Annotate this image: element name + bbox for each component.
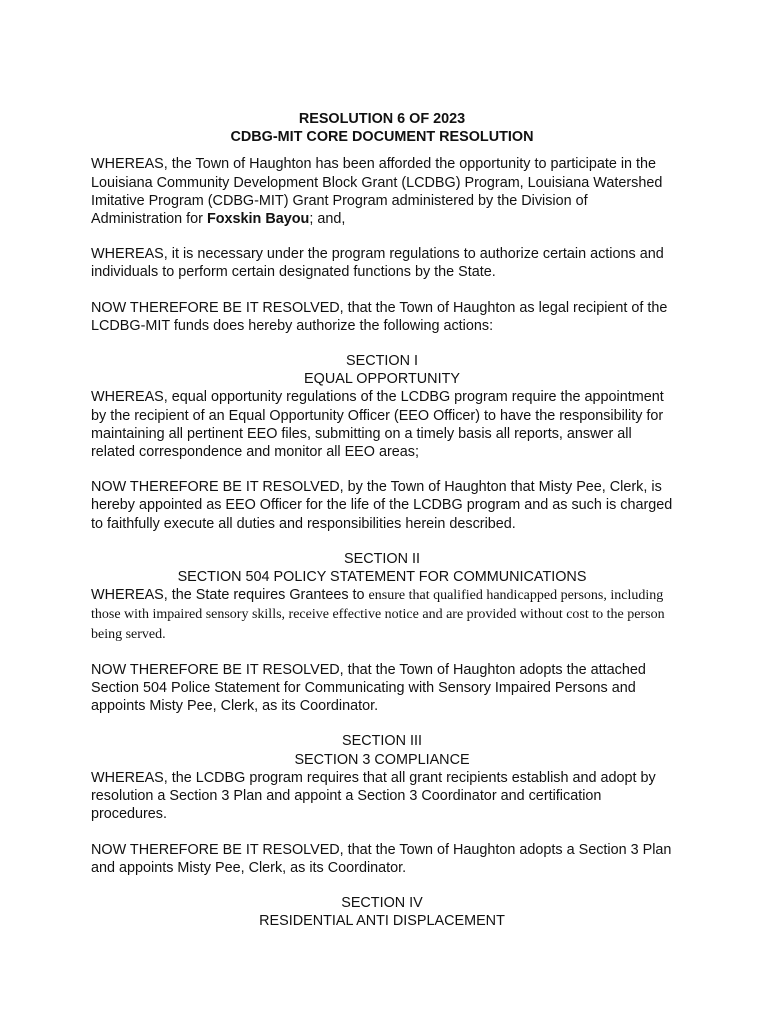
section-4-number: SECTION IV [341,894,423,911]
section-2-whereas [91,586,673,644]
intro-whereas-tail: ; and, [309,211,346,228]
section-1-number: SECTION I [346,353,418,370]
section-1-resolved: NOW THEREFORE BE IT RESOLVED, by the Town of Haughton that Misty Pee, Clerk, is hereby appointed as EEO Officer for the life of the LCDBG program and as such is charged to faithfully execute all duties and responsibilities herein described. [91,479,673,532]
section-3-whereas: WHEREAS, the LCDBG program requires that all grant recipients establish and adopt by resolution a Section 3 Plan and appoint a Section 3 Coordinator and certification procedures. [91,769,656,823]
section-3 [91,732,673,876]
intro-resolved-paragraph: NOW THEREFORE BE IT RESOLVED, that the Town of Haughton as legal recipient of the LCDBG-MIT funds does hereby authorize the following actions: [91,299,668,334]
section-1 [91,352,673,533]
section-2-whereas-lead: WHEREAS, the State requires Grantees to [91,587,369,604]
section-2-resolved: NOW THEREFORE BE IT RESOLVED, that the Town of Haughton adopts the attached Section 504 Police Statement for Communicating with Sensory Impaired Persons and appoints Misty Pee, Clerk, as its Coordinator. [91,661,646,715]
resolution-title: CDBG-MIT CORE DOCUMENT RESOLUTION [230,129,534,146]
intro-whereas-paragraph-2: WHEREAS, it is necessary under the program regulations to authorize certain actions and individuals to perform certain designated functions by the State. [91,246,664,281]
section-4-title: RESIDENTIAL ANTI DISPLACEMENT [259,913,505,930]
section-1-whereas: WHEREAS, equal opportunity regulations of the LCDBG program require the appointment by the recipient of an Equal Opportunity Officer (EEO Officer) to have the responsibility for maintaining all pertinent EEO files, submitting on a timely basis all reports, answer all related correspondence and monitor all EEO areas; [91,389,664,461]
intro-whereas-text: WHEREAS, the Town of Haughton has been afforded the opportunity to participate in the Louisiana Community Development Block Grant (LCDBG) Program, Louisiana Watershed Imitative Program (CDBG-MIT) Grant Program administered by the Division of Administration for [91,156,663,228]
resolution-number: RESOLUTION 6 OF 2023 [298,111,466,127]
intro-whereas-paragraph [91,155,673,228]
section-4 [91,894,673,930]
section-2-title: SECTION 504 POLICY STATEMENT FOR COMMUNICATIONS [177,569,587,586]
project-name: Foxskin Bayou [206,211,310,228]
section-1-title: EQUAL OPPORTUNITY [304,371,460,388]
section-3-title: SECTION 3 COMPLIANCE [294,751,470,768]
document-page [91,110,673,930]
section-2-whereas-body: ensure that qualified handicapped persons, including those with impaired sensory skills, receive effective notice and are provided without cost to the person being served. [91,588,665,642]
section-3-number: SECTION III [342,733,422,750]
section-2-number: SECTION II [344,550,420,567]
section-2 [91,550,673,716]
resolution-header [91,110,673,146]
section-3-resolved: NOW THEREFORE BE IT RESOLVED, that the Town of Haughton adopts a Section 3 Plan and appoints Misty Pee, Clerk, as its Coordinator. [91,841,672,876]
